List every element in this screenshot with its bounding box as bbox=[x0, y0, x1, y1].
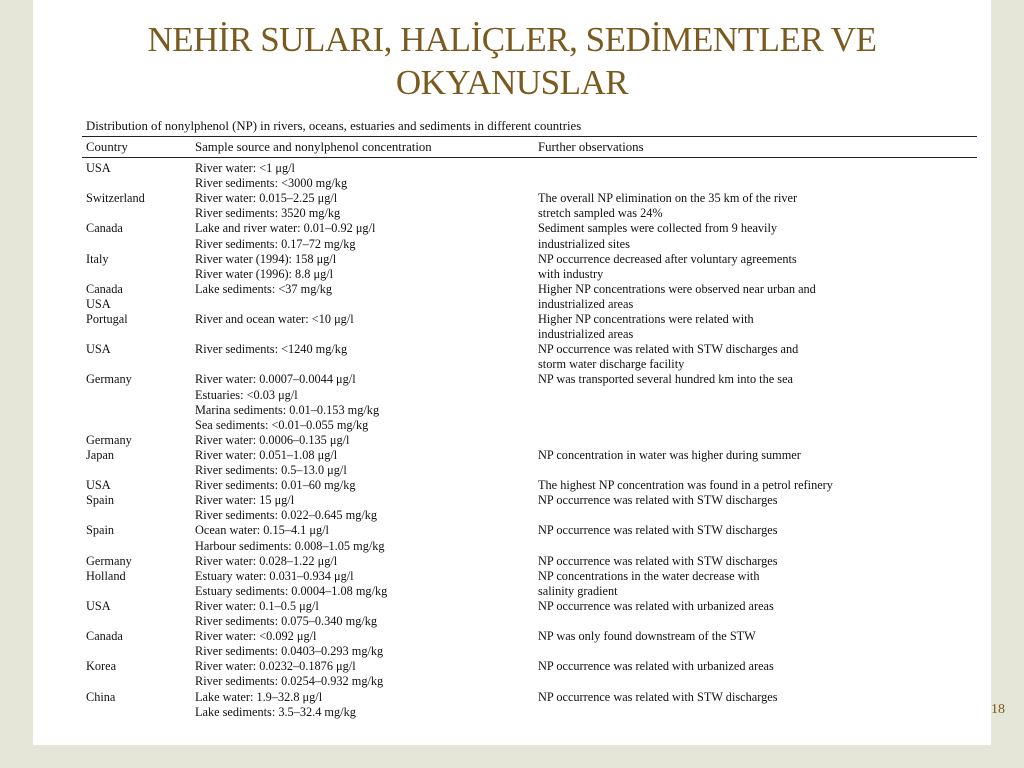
observation-cell: Higher NP concentrations were observed near urban and bbox=[538, 281, 816, 296]
observation-cell: industrialized areas bbox=[538, 296, 634, 311]
sample-cell: River water: 0.015–2.25 μg/l bbox=[195, 191, 338, 206]
country-cell: USA bbox=[86, 342, 111, 357]
observation-cell: industrialized areas bbox=[538, 327, 634, 342]
sample-cell: Estuary water: 0.031–0.934 μg/l bbox=[195, 568, 354, 583]
observation-cell: storm water discharge facility bbox=[538, 357, 685, 372]
observation-cell: NP occurrence was related with urbanized areas bbox=[538, 659, 774, 674]
slide-title-line-2: OKYANUSLAR bbox=[395, 63, 629, 102]
sample-cell: River sediments: 0.022–0.645 mg/kg bbox=[195, 508, 378, 523]
country-cell: USA bbox=[86, 478, 111, 493]
country-cell: Japan bbox=[86, 447, 114, 462]
sample-cell: River sediments: 0.01–60 mg/kg bbox=[195, 478, 356, 493]
sample-cell: Estuary sediments: 0.0004–1.08 mg/kg bbox=[195, 583, 388, 598]
country-cell: Canada bbox=[86, 221, 123, 236]
country-cell: Canada bbox=[86, 281, 123, 296]
sample-cell: River sediments: <1240 mg/kg bbox=[195, 342, 348, 357]
slide-title bbox=[33, 18, 991, 104]
slide bbox=[33, 0, 1005, 745]
data-table bbox=[78, 116, 981, 723]
sample-cell: River water: 0.0006–0.135 μg/l bbox=[195, 432, 350, 447]
observation-cell: NP occurrence was related with urbanized areas bbox=[538, 598, 774, 613]
sample-cell: River water: 0.1–0.5 μg/l bbox=[195, 598, 319, 613]
observation-cell: NP was only found downstream of the STW bbox=[538, 629, 756, 644]
sample-cell: River sediments: 0.5–13.0 μg/l bbox=[195, 463, 347, 477]
sample-cell: River water: <1 μg/l bbox=[195, 161, 295, 175]
sample-cell: River water: 15 μg/l bbox=[195, 493, 295, 508]
sample-cell: Estuaries: <0.03 μg/l bbox=[195, 387, 298, 402]
sample-cell: River sediments: 0.075–0.340 mg/kg bbox=[195, 614, 378, 628]
country-cell: Spain bbox=[86, 523, 115, 538]
sample-cell: River water: <0.092 μg/l bbox=[195, 629, 317, 644]
observation-cell: NP concentration in water was higher during summer bbox=[538, 447, 801, 462]
country-cell: USA bbox=[86, 161, 111, 175]
header-sample: Sample source and nonylphenol concentration bbox=[195, 140, 432, 154]
country-cell: Germany bbox=[86, 553, 132, 568]
sample-cell: Lake sediments: 3.5–32.4 mg/kg bbox=[195, 704, 356, 719]
sample-cell: Sea sediments: <0.01–0.055 mg/kg bbox=[195, 417, 369, 432]
sample-cell: River and ocean water: <10 μg/l bbox=[195, 312, 354, 326]
header-country: Country bbox=[86, 140, 128, 154]
sample-cell: River water: 0.028–1.22 μg/l bbox=[195, 553, 338, 568]
observation-cell: NP occurrence was related with STW discharges bbox=[538, 523, 778, 538]
sample-cell: River sediments: <3000 mg/kg bbox=[195, 176, 348, 191]
sample-cell: River water (1996): 8.8 μg/l bbox=[195, 266, 334, 281]
observation-cell: NP occurrence was related with STW discharges bbox=[538, 553, 778, 568]
observation-cell: The overall NP elimination on the 35 km of the river bbox=[538, 191, 798, 206]
observation-cell: NP occurrence was related with STW discharges bbox=[538, 493, 778, 508]
sample-cell: River water: 0.0232–0.1876 μg/l bbox=[195, 659, 356, 674]
header-observations: Further observations bbox=[538, 140, 644, 154]
table-caption: Distribution of nonylphenol (NP) in rivers, oceans, estuaries and sediments in different countries bbox=[86, 119, 582, 133]
observation-cell: salinity gradient bbox=[538, 583, 618, 598]
sample-cell: River sediments: 0.0403–0.293 mg/kg bbox=[195, 644, 384, 659]
sample-cell: Harbour sediments: 0.008–1.05 mg/kg bbox=[195, 538, 385, 553]
observation-cell: NP was transported several hundred km into the sea bbox=[538, 372, 793, 387]
observation-cell: Higher NP concentrations were related with bbox=[538, 312, 754, 326]
sample-cell: Lake and river water: 0.01–0.92 μg/l bbox=[195, 221, 376, 236]
country-cell: Portugal bbox=[86, 312, 128, 326]
sample-cell: River water: 0.0007–0.0044 μg/l bbox=[195, 372, 356, 387]
observation-cell: stretch sampled was 24% bbox=[538, 206, 663, 221]
observation-cell: Sediment samples were collected from 9 heavily bbox=[538, 221, 778, 236]
sample-cell: Ocean water: 0.15–4.1 μg/l bbox=[195, 523, 329, 538]
country-cell: Germany bbox=[86, 432, 132, 447]
table-rule-top bbox=[82, 136, 977, 137]
observation-cell: The highest NP concentration was found in a petrol refinery bbox=[538, 478, 833, 493]
page-number: 18 bbox=[991, 702, 1005, 717]
country-cell: Korea bbox=[86, 659, 117, 674]
country-cell: Spain bbox=[86, 493, 115, 508]
country-cell: Germany bbox=[86, 372, 132, 387]
sample-cell: River sediments: 0.0254–0.932 mg/kg bbox=[195, 674, 384, 689]
country-cell: Switzerland bbox=[86, 191, 145, 206]
country-cell: Holland bbox=[86, 568, 126, 583]
observation-cell: industrialized sites bbox=[538, 236, 630, 251]
observation-cell: NP occurrence was related with STW discharges bbox=[538, 689, 778, 704]
sample-cell: Lake sediments: <37 mg/kg bbox=[195, 281, 333, 296]
sample-cell: River water (1994): 158 μg/l bbox=[195, 251, 337, 266]
observation-cell: NP concentrations in the water decrease with bbox=[538, 568, 760, 583]
sample-cell: River sediments: 3520 mg/kg bbox=[195, 206, 341, 221]
sample-cell: Lake water: 1.9–32.8 μg/l bbox=[195, 689, 323, 704]
sample-cell: Marina sediments: 0.01–0.153 mg/kg bbox=[195, 402, 380, 417]
country-cell: USA bbox=[86, 598, 111, 613]
slide-title-line-1: NEHİR SULARI, HALİÇLER, SEDİMENTLER VE bbox=[147, 20, 877, 59]
country-cell: Italy bbox=[86, 251, 109, 266]
country-cell: USA bbox=[86, 296, 111, 311]
table-rule-header bbox=[82, 157, 977, 158]
observation-cell: NP occurrence was related with STW discharges and bbox=[538, 342, 799, 357]
sample-cell: River sediments: 0.17–72 mg/kg bbox=[195, 236, 356, 251]
observation-cell: with industry bbox=[538, 266, 604, 281]
sample-cell: River water: 0.051–1.08 μg/l bbox=[195, 447, 338, 462]
country-cell: Canada bbox=[86, 629, 123, 644]
observation-cell: NP occurrence decreased after voluntary agreements bbox=[538, 251, 797, 266]
country-cell: China bbox=[86, 689, 116, 704]
